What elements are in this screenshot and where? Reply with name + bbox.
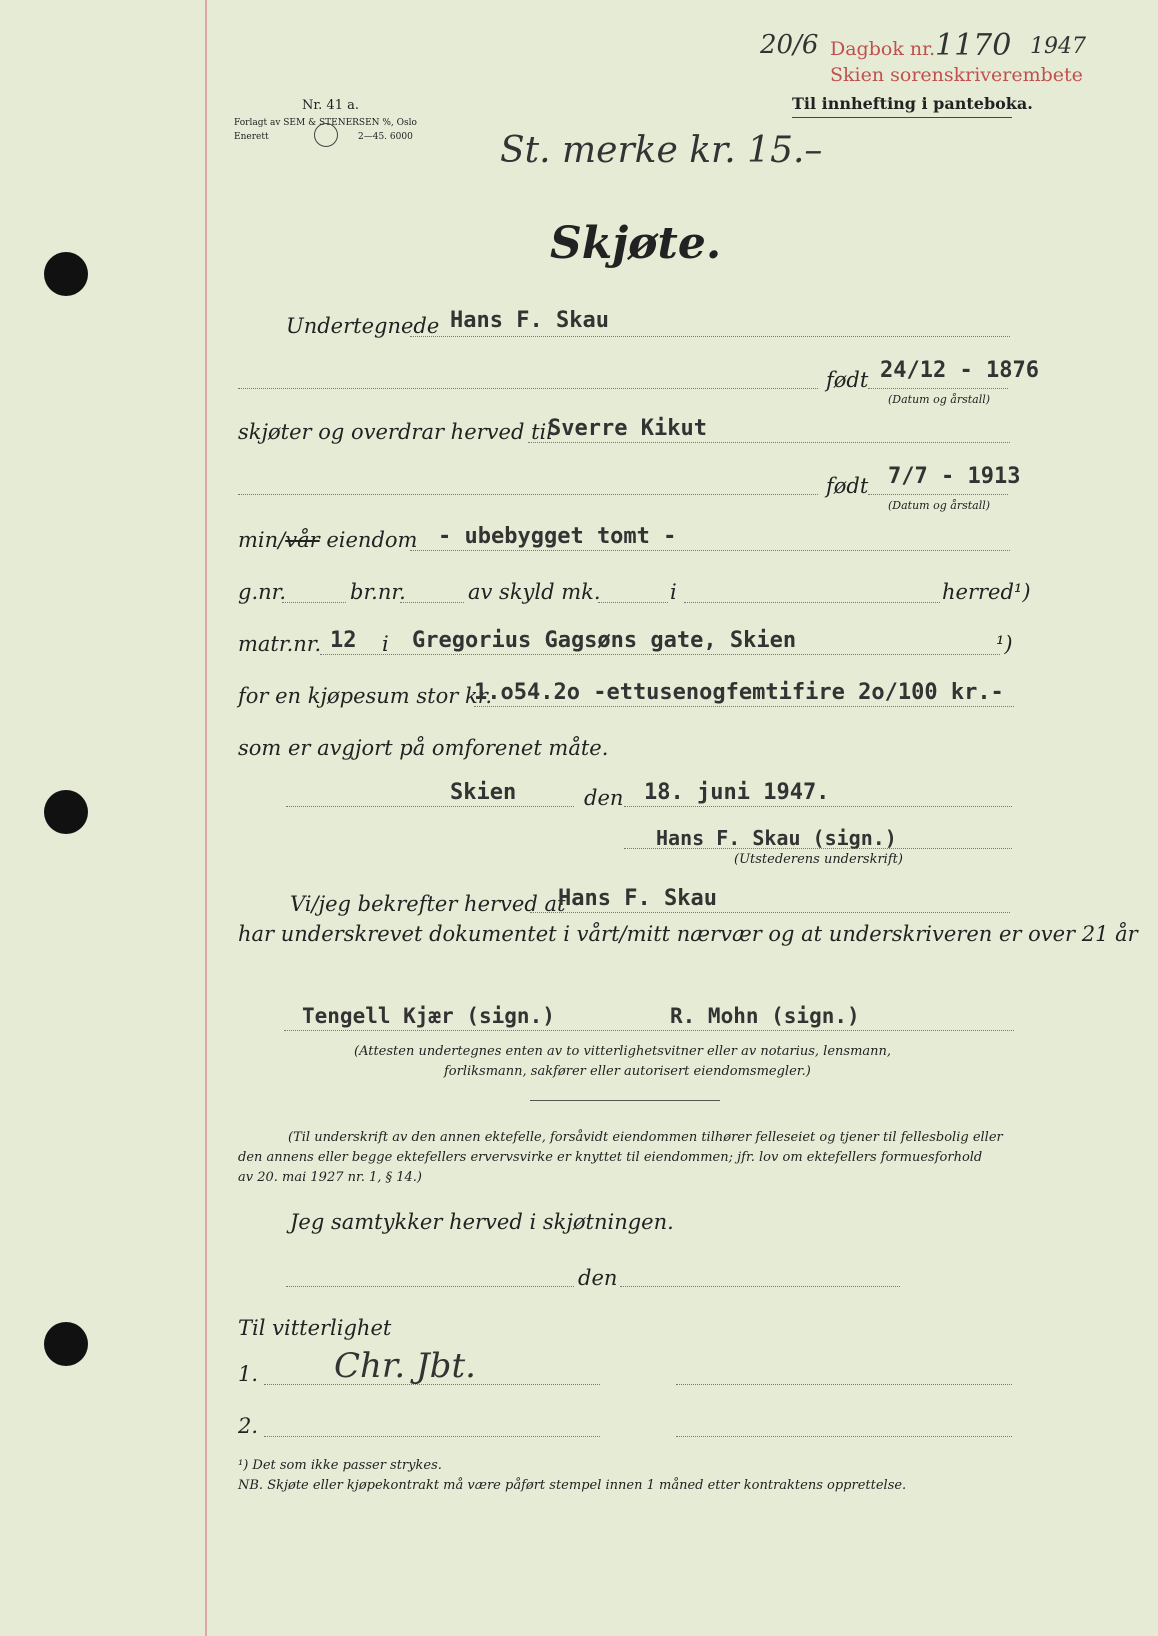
stamp-dagbok-label: Dagbok nr.	[830, 38, 936, 60]
header-note: Til innhefting i panteboka.	[792, 94, 1033, 113]
handwritten-witness: Chr. Jbt.	[334, 1346, 476, 1386]
fill-line	[286, 806, 574, 807]
punch-hole	[44, 1322, 88, 1366]
stamp-duty-note: St. merke kr. 15.–	[500, 130, 823, 171]
grantee-name: Sverre Kikut	[548, 416, 707, 441]
grantor-signature: Hans F. Skau (sign.)	[656, 826, 897, 850]
fill-line	[284, 1030, 1014, 1031]
gnr-label: g.nr.	[238, 580, 287, 604]
eiendom-label: min/vår eiendom	[238, 528, 418, 552]
fill-line	[676, 1436, 1012, 1437]
matr-value: 12	[330, 628, 357, 653]
undertegnede-label: Undertegnede	[286, 314, 440, 338]
stamp-office: Skien sorenskriverembete	[830, 64, 1083, 86]
confirmed-person: Hans F. Skau	[558, 886, 717, 911]
stamp-dagbok-number: 1170	[935, 28, 1012, 63]
fill-line	[868, 388, 1008, 389]
datum-note: (Datum og årstall)	[888, 499, 991, 512]
fill-line	[868, 494, 1008, 495]
fill-line	[624, 806, 1012, 807]
fill-line	[530, 912, 1010, 913]
property-description: - ubebygget tomt -	[438, 524, 677, 549]
form-code: 2—45. 6000	[358, 132, 413, 142]
datum-note: (Datum og årstall)	[888, 393, 991, 406]
property-street: Gregorius Gagsøns gate, Skien	[412, 628, 797, 653]
footnote-mark: ¹)	[996, 632, 1013, 656]
footnote-1: ¹) Det som ikke passer strykes.	[238, 1458, 442, 1473]
form-number: Nr. 41 a.	[302, 98, 359, 113]
spouse-note-3: av 20. mai 1927 nr. 1, § 14.)	[238, 1170, 422, 1185]
signature-note: (Utstederens underskrift)	[734, 852, 903, 867]
spouse-note-1: (Til underskrift av den annen ektefelle, forsåvidt eiendommen tilhører felleseiet og tjener til fellesbolig eller	[288, 1130, 1003, 1145]
divider	[530, 1100, 720, 1101]
fill-line	[684, 602, 940, 603]
fill-line	[320, 654, 1000, 655]
grantee-birthdate: 7/7 - 1913	[888, 464, 1021, 489]
stamp-handwritten-date: 20/6	[760, 30, 819, 60]
witness-2: R. Mohn (sign.)	[670, 1004, 860, 1028]
header-underline	[792, 117, 1012, 118]
stamp-year: 1947	[1030, 34, 1086, 59]
form-enerett: Enerett	[234, 132, 269, 142]
punch-hole	[44, 790, 88, 834]
place: Skien	[450, 780, 517, 805]
samtykker-text: Jeg samtykker herved i skjøtningen.	[290, 1210, 674, 1234]
fodt-label: født	[826, 474, 869, 498]
fodt-label: født	[826, 368, 869, 392]
fill-line	[620, 1286, 900, 1287]
underskrevet-text: har underskrevet dokumentet i vårt/mitt nærvær og at underskriveren er over 21 år	[238, 922, 1138, 946]
punch-hole	[44, 252, 88, 296]
fill-line	[528, 442, 1010, 443]
attest-note-2: forliksmann, sakfører eller autorisert eiendomsmegler.)	[444, 1064, 811, 1079]
fill-line	[264, 1384, 600, 1385]
margin-rule	[205, 0, 207, 1636]
fill-line	[400, 602, 464, 603]
den2-label: den	[578, 1266, 618, 1290]
publisher-logo-icon	[314, 123, 338, 147]
spouse-note-2: den annens eller begge ektefellers ervervsvirke er knyttet til eiendommen; jfr. lov om ektefellers formuesforhold	[238, 1150, 983, 1165]
fill-line	[474, 706, 1014, 707]
fill-line	[410, 336, 1010, 337]
fill-line	[282, 602, 346, 603]
skyld-label: av skyld mk.	[468, 580, 601, 604]
form-publisher: Forlagt av SEM & STENERSEN %, Oslo	[234, 118, 417, 128]
matr-label: matr.nr.	[238, 632, 322, 656]
attest-note-1: (Attesten undertegnes enten av to vitterlighetsvitner eller av notarius, lensmann,	[354, 1044, 892, 1059]
num-1: 1.	[238, 1362, 259, 1386]
vitterlighet-label: Til vitterlighet	[238, 1316, 392, 1340]
fill-line	[238, 388, 818, 389]
fill-line	[598, 602, 668, 603]
grantor-name: Hans F. Skau	[450, 308, 609, 333]
footnote-nb: NB. Skjøte eller kjøpekontrakt må være påført stempel innen 1 måned etter kontraktens opprettelse.	[238, 1478, 907, 1493]
fill-line	[264, 1436, 600, 1437]
grantor-birthdate: 24/12 - 1876	[880, 358, 1039, 383]
matr-i: i	[382, 632, 389, 656]
den-label: den	[584, 786, 624, 810]
herred-label: herred¹)	[942, 580, 1031, 604]
purchase-price: 1.o54.2o -ettusenogfemtifire 2o/100 kr.-	[474, 680, 1004, 705]
i-label: i	[670, 580, 677, 604]
avgjort-text: som er avgjort på omforenet måte.	[238, 736, 609, 760]
bekrefter-label: Vi/jeg bekrefter herved at	[290, 892, 566, 916]
num-2: 2.	[238, 1414, 259, 1438]
fill-line	[624, 848, 1012, 849]
brnr-label: br.nr.	[350, 580, 406, 604]
witness-1: Tengell Kjær (sign.)	[302, 1004, 555, 1028]
fill-line	[410, 550, 1010, 551]
document-title: Skjøte.	[550, 218, 722, 269]
fill-line	[676, 1384, 1012, 1385]
kjopesum-label: for en kjøpesum stor kr.	[238, 684, 493, 708]
skjoter-label: skjøter og overdrar herved til	[238, 420, 553, 444]
fill-line	[238, 494, 818, 495]
fill-line	[286, 1286, 574, 1287]
date: 18. juni 1947.	[644, 780, 830, 805]
